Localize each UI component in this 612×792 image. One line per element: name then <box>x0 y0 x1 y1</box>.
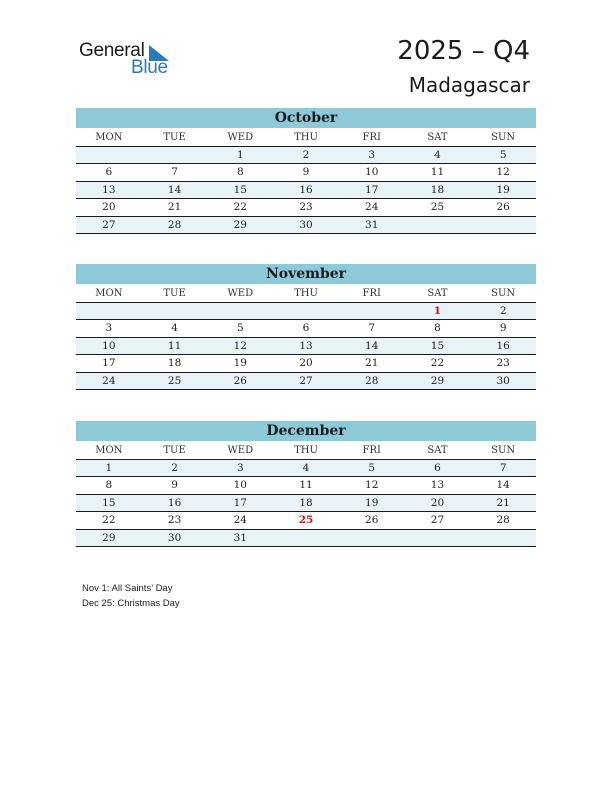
date-cell: 6 <box>105 166 113 179</box>
week-row <box>76 495 536 512</box>
weekday-label: WED <box>227 445 254 456</box>
date-cell: 19 <box>233 357 247 370</box>
date-cell: 17 <box>102 357 116 370</box>
date-cell: 6 <box>434 462 441 474</box>
date-cell: 4 <box>171 322 178 335</box>
date-cell <box>76 147 142 163</box>
week-row <box>76 373 536 390</box>
weekday-label: THU <box>294 445 318 456</box>
date-cell: 27 <box>299 374 313 387</box>
holiday-note: Dec 25: Christmas Day <box>82 597 180 609</box>
date-cell: 30 <box>167 531 182 544</box>
date-cell: 26 <box>233 374 247 387</box>
weekday-label: WED <box>227 132 254 143</box>
date-cell: 28 <box>365 374 379 387</box>
date-cell: 19 <box>365 496 379 509</box>
date-cell: 4 <box>434 149 441 161</box>
weekday-header-row <box>76 284 536 303</box>
weekday-header-row <box>76 128 536 147</box>
date-cell: 30 <box>299 218 313 231</box>
date-cell: 22 <box>233 201 247 214</box>
month-title: October <box>76 108 536 128</box>
weekday-label: SAT <box>427 132 448 143</box>
weekday-label: WED <box>227 288 254 299</box>
week-row <box>76 217 536 234</box>
date-cell: 28 <box>167 218 182 231</box>
date-cell: 7 <box>499 462 507 474</box>
date-cell: 16 <box>167 496 182 509</box>
holiday-notes <box>82 582 180 611</box>
date-cell: 15 <box>102 496 116 509</box>
weekday-label: MON <box>95 445 123 456</box>
date-cell: 8 <box>236 166 244 179</box>
week-row <box>76 477 536 494</box>
date-cell: 29 <box>102 531 116 544</box>
weekday-label: MON <box>95 132 123 143</box>
date-cell: 6 <box>302 322 310 335</box>
date-cell: 22 <box>102 514 116 527</box>
brand-logo <box>79 40 189 80</box>
date-cell: 4 <box>302 462 310 474</box>
date-cell <box>273 530 339 546</box>
date-cell <box>142 303 208 319</box>
date-cell: 7 <box>171 166 178 179</box>
date-cell: 7 <box>368 322 376 335</box>
weekday-header-row <box>76 441 536 460</box>
weekday-label: TUE <box>163 288 186 299</box>
date-cell: 19 <box>496 183 510 196</box>
week-row <box>76 512 536 529</box>
weekday-label: THU <box>294 288 318 299</box>
date-cell: 18 <box>299 496 313 509</box>
date-cell: 25 <box>430 201 445 214</box>
date-cell: 9 <box>302 166 310 179</box>
date-cell: 5 <box>368 462 376 474</box>
date-cell: 2 <box>171 462 178 474</box>
date-cell: 13 <box>430 479 445 492</box>
date-cell: 18 <box>430 183 445 196</box>
month-december <box>76 421 536 547</box>
weeks-container <box>76 303 536 390</box>
date-cell: 10 <box>365 166 379 179</box>
date-cell: 26 <box>365 514 379 527</box>
date-cell: 2 <box>499 305 507 317</box>
week-row <box>76 199 536 216</box>
week-row <box>76 303 536 320</box>
brand-name-blue: Blue <box>131 57 168 78</box>
week-row <box>76 182 536 199</box>
date-cell: 14 <box>365 339 379 352</box>
weekday-label: SUN <box>491 445 516 456</box>
date-cell: 11 <box>299 479 313 492</box>
date-cell: 31 <box>365 218 379 231</box>
date-cell: 9 <box>171 479 178 492</box>
date-cell: 2 <box>302 149 310 161</box>
weekday-label: SUN <box>491 132 516 143</box>
weeks-container <box>76 460 536 547</box>
date-cell: 3 <box>236 462 244 474</box>
date-cell <box>273 303 339 319</box>
date-cell: 20 <box>430 496 445 509</box>
weekday-label: TUE <box>163 445 186 456</box>
date-cell: 29 <box>430 374 445 387</box>
date-cell: 5 <box>499 149 507 161</box>
date-cell <box>207 303 273 319</box>
date-cell: 3 <box>368 149 376 161</box>
country-name: Madagascar <box>408 73 530 97</box>
date-cell: 20 <box>299 357 313 370</box>
date-cell: 16 <box>496 339 510 352</box>
page-title: 2025 – Q4 <box>397 36 530 66</box>
week-row <box>76 164 536 181</box>
date-cell: 20 <box>102 201 116 214</box>
date-cell: 25 <box>167 374 182 387</box>
date-cell: 17 <box>365 183 379 196</box>
week-row <box>76 460 536 477</box>
weekday-label: SAT <box>427 288 448 299</box>
date-cell: 12 <box>496 166 510 179</box>
date-cell: 12 <box>365 479 379 492</box>
weekday-label: MON <box>95 288 123 299</box>
holiday-date-cell: 1 <box>433 305 442 317</box>
month-october <box>76 108 536 234</box>
date-cell: 14 <box>167 183 182 196</box>
date-cell: 1 <box>236 149 244 161</box>
date-cell: 21 <box>365 357 379 370</box>
date-cell: 11 <box>167 339 182 352</box>
holiday-note: Nov 1: All Saints’ Day <box>82 583 173 594</box>
date-cell: 3 <box>105 322 113 335</box>
date-cell <box>405 217 471 233</box>
weekday-label: THU <box>294 132 318 143</box>
weekday-label: FRI <box>362 445 381 456</box>
month-title: December <box>76 421 536 441</box>
month-title: November <box>76 264 536 284</box>
date-cell: 15 <box>233 183 247 196</box>
date-cell: 24 <box>233 514 247 527</box>
date-cell: 11 <box>430 166 445 179</box>
week-row <box>76 320 536 337</box>
date-cell: 15 <box>430 339 445 352</box>
date-cell: 10 <box>102 339 116 352</box>
date-cell <box>339 303 405 319</box>
date-cell: 14 <box>496 479 510 492</box>
date-cell <box>339 530 405 546</box>
weekday-label: FRI <box>362 132 381 143</box>
holiday-date-cell: 25 <box>298 514 314 527</box>
date-cell: 13 <box>102 183 116 196</box>
date-cell: 21 <box>496 496 510 509</box>
date-cell: 18 <box>167 357 182 370</box>
month-november <box>76 264 536 390</box>
date-cell: 24 <box>365 201 379 214</box>
date-cell <box>142 147 208 163</box>
week-row <box>76 355 536 372</box>
date-cell: 27 <box>430 514 445 527</box>
date-cell: 28 <box>496 514 510 527</box>
week-row <box>76 530 536 547</box>
date-cell: 27 <box>102 218 116 231</box>
weekday-label: TUE <box>163 132 186 143</box>
week-row <box>76 338 536 355</box>
date-cell: 24 <box>102 374 116 387</box>
week-row <box>76 147 536 164</box>
brand-name-general: General <box>79 40 145 61</box>
date-cell: 12 <box>233 339 247 352</box>
date-cell: 22 <box>430 357 445 370</box>
date-cell: 29 <box>233 218 247 231</box>
date-cell: 21 <box>167 201 182 214</box>
date-cell: 31 <box>233 531 247 544</box>
date-cell: 1 <box>105 462 113 474</box>
date-cell: 5 <box>236 322 244 335</box>
date-cell: 8 <box>434 322 441 335</box>
date-cell <box>76 303 142 319</box>
date-cell: 8 <box>105 479 113 492</box>
weekday-label: SAT <box>427 445 448 456</box>
date-cell <box>470 217 536 233</box>
date-cell: 9 <box>499 322 507 335</box>
date-cell: 23 <box>496 357 510 370</box>
date-cell: 30 <box>496 374 510 387</box>
date-cell: 23 <box>167 514 182 527</box>
date-cell <box>470 530 536 546</box>
weekday-label: FRI <box>362 288 381 299</box>
date-cell: 26 <box>496 201 510 214</box>
date-cell <box>405 530 471 546</box>
date-cell: 16 <box>299 183 313 196</box>
weeks-container <box>76 147 536 234</box>
date-cell: 10 <box>233 479 247 492</box>
date-cell: 17 <box>233 496 247 509</box>
weekday-label: SUN <box>491 288 516 299</box>
date-cell: 13 <box>299 339 313 352</box>
date-cell: 23 <box>299 201 313 214</box>
